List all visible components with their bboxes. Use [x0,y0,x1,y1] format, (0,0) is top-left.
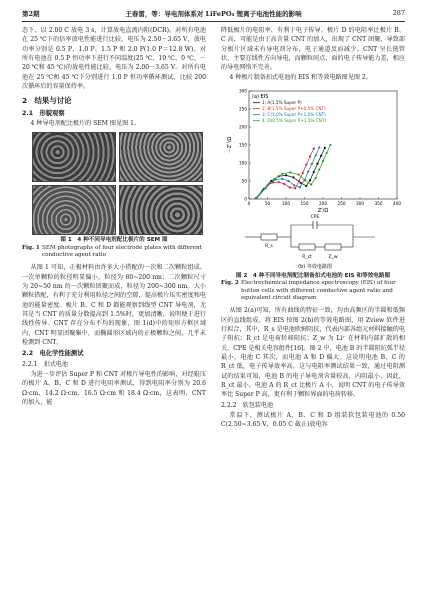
data-point-s1 [300,182,302,184]
figure-2-caption-en: Electrochemical impedance spectroscopy (EIS) of four button cells with different conductive agent ratio and equivalent circuit diagram [241,280,396,301]
legend-entry-3: 3: C(1.0% Super P+1.0% CNT) [262,112,326,118]
figure-1-caption [22,237,206,259]
y-axis-label: －Z''/Ω [227,136,233,154]
right-column [221,26,405,430]
data-point-s4 [304,179,306,181]
sem-image-b [119,132,203,182]
data-point-s1 [316,163,318,165]
data-point-s4 [315,177,317,179]
data-point-s4 [297,173,299,175]
left-paragraph-3: 从图 1 可知，正极材料由许多大小搭配的一次和二次颗粒组成。一次单颗粒的粒径明显偏小，粒径为 80~200 nm；二次颗粒尺寸为 20~50 nm 的一次颗粒团聚而成，粒径为 200~300 nm。大小颗粒搭配，有利于充分利用粒径之间的空隙，提高极片压实密度和电池的能量密度。极片 B、C 和 D 都能观察到线型 CNT 导电剂，尤其是当 CNT 的质量分数提高到 1.5%时，更加清晰，说明便于进行线性传导。CNT 存在分布不均的现象，图 1(d)中的矩形方框区域内，CNT 明显团聚集中，而椭圆形区域内的正极颗粒之间，几乎未检测到 CNT。 [22,264,206,347]
left-paragraph-1: 态下，以 2.00 C 放电 3 s，计算放电直流内阻(DCR)。对所有电池在 25 ℃下的倍率放电性能进行比较，电压为 2.50－3.65 V，放电功率分别是 0.5 P、1.0 P、1.5 P 和 2.0 P(1.0 P＝12.8 W)。对所有电池在 0.5 P 恒功率下进行不同温度(25 ℃、10 ℃、0 ℃、－20 ℃和 45 ℃)的放电性能比较，电压为 2.00－3.65 V。对所有电池在 25 ℃和 45 ℃下分别进行 1.0 P 恒功率循环测试，比较 200 次循环后的容量保持率。 [22,27,206,91]
left-paragraph-2: 4 种导电剂配比极片的 SEM 图见图 1。 [30,120,141,128]
x-tick-label: 300 [356,201,364,207]
left-column [22,26,206,407]
figure-2-label: Fig. 2 [221,280,239,287]
data-point-s3 [318,146,320,148]
data-point-s4 [329,144,331,146]
figure-1-caption-cn: 图 1 4 种不同导电剂配比极片的 SEM 图 [60,237,168,244]
figure-1-label: Fig. 1 [22,244,40,251]
x-axis-label: Z'/Ω [317,208,329,215]
eis-figure [225,85,405,271]
x-tick-label: 150 [300,201,309,207]
y-tick-label: 300 [239,88,247,94]
y-tick-label: 50 [241,178,247,184]
x-tick-label: 50 [264,201,271,207]
data-point-s2 [313,148,315,150]
x-tick-label: 100 [282,201,290,207]
x-tick-label: 0 [247,201,251,207]
data-point-s2 [309,155,311,157]
issue-number: 第2期 [22,10,40,18]
running-header [22,7,405,22]
legend-entry-2: 2: B(1.5% Super P+0.5% CNT) [262,106,326,112]
data-point-s4 [273,178,275,180]
rs-resistor [261,234,277,240]
y-tick-label: 100 [239,160,247,166]
data-point-s2 [305,164,307,166]
sem-image-c [32,185,116,235]
data-point-s4 [281,173,283,175]
data-point-s2 [289,186,291,188]
running-title: 王春雷，等：导电剂体系对 LiFePO₄ 锂离子电池性能的影响 [125,10,302,18]
data-point-s4 [322,160,324,162]
data-point-s1 [320,155,322,157]
figure-1-caption-en: SEM photographs of four electrode plates with different conductive agent ratio [42,244,202,259]
legend-entry-1: 1: A(1.5% Super P) [262,100,302,106]
data-point-s2 [302,172,304,174]
data-point-s4 [289,171,291,173]
data-point-s1 [305,185,307,187]
x-tick-label: 200 [319,201,327,207]
figure-2-caption-cn: 图 2 4 种不同导电剂配比制备扣式电池的 EIS 和等效电路图 [235,273,391,280]
right-paragraph-4: 常温下，测试极片 A、B、C 和 D 组装软包装电池的 0.50 C(2.50~3.65 V，0.05 C 截止)放电容 [221,412,405,429]
eis-chart-svg [225,85,405,271]
data-point-s2 [294,187,296,189]
data-point-s3 [315,154,317,156]
section-heading-2: 2 结果与讨论 [22,96,72,106]
sem-image-d [119,185,203,235]
data-point-s3 [287,180,289,182]
right-paragraph-3: 从图 2(a)可知，所有曲线的特征一致，均由高频区的半圆和低频区的直线组成。将 EIS 按图 2(b)的等效电路图，用 Zview 软件进行拟合，其中，R_s 是电池欧姆阻抗，代表内部各组元材料接触的电子阻抗；R_ct 是电荷转移阻抗；Z_w 为 Li⁺ 在材料内部扩散的相关，CPE 是相关电容组件[16]。图 2 中，电池 B 的半圆阻抗弧半径最小，电池 C 其次，而电池 A 和 D 偏大。这说明电池 B、C 的 R_ct 低，电子传导效率高。这与电阻率测试结果一致，通过电阻测试的结果可知，电池 B 的电子导电剂含量较高，内阻最小，因此，R_ct 最小。电池 A 的 R_ct 比极片 A 小，说明 CNT 的电子传导效率比 Super P 高，更有利于颗粒界面的电荷转移。 [221,307,405,399]
section-heading-2-1: 2.1 形貌观察 [22,109,65,117]
y-tick-label: 250 [239,106,247,112]
data-point-s4 [265,187,267,189]
data-point-s4 [318,168,320,170]
rct-label: R_ct [302,255,312,261]
y-tick-label: 200 [239,124,247,130]
data-point-s3 [299,186,301,188]
data-point-s1 [309,179,311,181]
data-point-s3 [311,163,313,165]
y-tick-label: 0 [244,196,247,202]
y-tick-label: 150 [239,142,247,148]
rs-label: R_s [265,244,273,250]
data-point-s2 [278,181,280,183]
x-tick-label: 400 [393,201,401,207]
right-paragraph-1: 降低极片的电阻率，有利于电子传导。极片 D 的电阻率比极片 B、C 高，可能是由于高含量 CNT 的加入，出现了 CNT 团聚，导致部分极片区域未有导电剂分布，电子通道反而减少。CNT 呈长链管状，主要在线性方向导电，而颗粒间点、面的电子传导能力差，相应的导电网络不完善。 [221,27,405,72]
figure-2-caption [221,273,405,302]
x-tick-label: 250 [337,201,346,207]
data-point-s1 [292,176,294,178]
sem-image-a [32,132,116,182]
data-point-s1 [324,147,326,149]
data-point-s1 [285,174,287,176]
data-point-s2 [298,180,300,182]
section-heading-2-2-2: 2.2.2 软包装电池 [221,401,274,409]
rct-resistor [299,244,315,250]
data-point-s3 [281,178,283,180]
panel-b-label: (b) 等效电路图 [298,264,332,271]
zw-element [325,244,341,250]
panel-a-label: (a) EIS [252,94,269,101]
sem-figure-grid [32,132,206,235]
section-heading-2-2: 2.2 电化学性能测试 [22,350,84,358]
left-paragraph-4: 为进一步评估 Super P 和 CNT 对极片导电性的影响，对经辊压的极片 A、B、C 和 D 进行电阻率测试，得到电阻率分别为 20.6 Ω·cm、14.2 Ω·cm、16.5 Ω·cm 和 18.4 Ω·cm，这表明，CNT 的加入，能 [22,371,206,407]
section-heading-2-2-1: 2.2.1 扣式电池 [22,360,68,368]
data-point-s4 [310,184,312,186]
data-point-s1 [313,171,315,173]
page-number: 287 [392,9,405,17]
data-point-s2 [283,183,285,185]
zw-label: Z_w [328,255,338,261]
legend-entry-4: 4: D(0.5% Super P+1.5% CNT) [262,118,327,124]
data-point-s4 [326,152,328,154]
data-point-s3 [307,171,309,173]
series-line-4 [257,145,331,198]
cpe-label: CPE [310,215,320,221]
right-paragraph-2: 4 种极片制备扣式电池的 EIS 和等效电路图见图 2。 [229,73,372,81]
data-point-s4 [256,197,258,199]
x-tick-label: 350 [374,201,383,207]
data-point-s3 [293,184,295,186]
